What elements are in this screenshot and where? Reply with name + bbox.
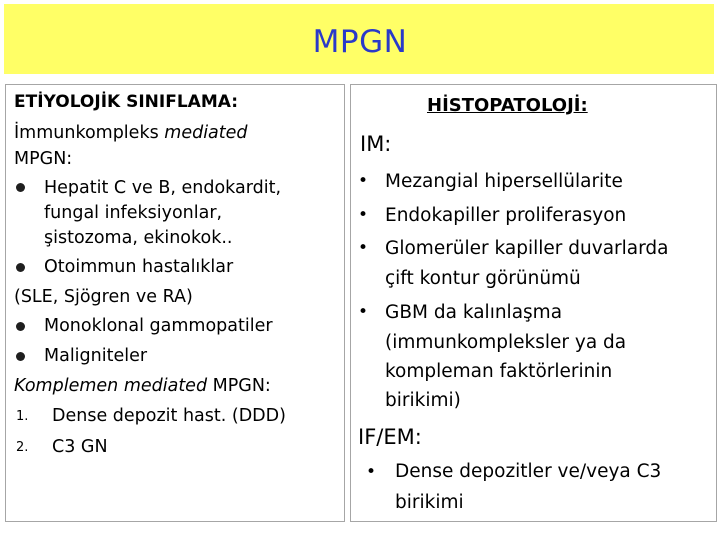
- bullet-dot: [16, 322, 25, 331]
- histopathology-heading: HİSTOPATOLOJİ:: [427, 95, 588, 116]
- etiology-item-infections-cont2: şistozoma, ekinokok..: [44, 228, 233, 248]
- bullet-dot: [16, 263, 25, 272]
- page-title: MPGN: [312, 24, 408, 60]
- etiology-item-infections-cont: fungal infeksiyonlar,: [44, 203, 223, 223]
- im-item-gbm: GBM da kalınlaşma: [385, 302, 563, 323]
- complement-mediated-label: Komplemen mediated MPGN:: [14, 376, 271, 396]
- ifem-item-dense-deposits-cont: birikimi: [395, 492, 464, 513]
- im-item-endocapillary: Endokapiller proliferasyon: [385, 205, 627, 226]
- list-number: 1.: [16, 409, 29, 424]
- bullet-dot: [16, 183, 25, 192]
- etiology-item-malignancy: Maligniteler: [44, 346, 148, 366]
- im-item-double-contour: Glomerüler kapiller duvarlarda: [385, 238, 669, 259]
- etiology-heading: ETİYOLOJİK SINIFLAMA:: [14, 92, 239, 112]
- etiology-item-autoimmune: Otoimmun hastalıklar: [44, 257, 234, 277]
- immune-mpgn-label: MPGN:: [14, 149, 73, 169]
- list-number: 2.: [16, 440, 29, 455]
- bullet-dot: [16, 352, 25, 361]
- im-item-gbm-cont2: kompleman faktörlerinin: [385, 361, 613, 382]
- bullet-glyph: •: [366, 462, 377, 482]
- im-item-gbm-cont: (immunkompleksler ya da: [385, 332, 627, 353]
- immune-mediated-label: İmmunkompleks mediated: [14, 123, 248, 143]
- etiology-item-autoimmune-cont: (SLE, Sjögren ve RA): [14, 287, 193, 307]
- bullet-glyph: •: [358, 238, 369, 258]
- im-item-mesangial: Mezangial hipersellülarite: [385, 171, 623, 192]
- etiology-item-monoclonal: Monoklonal gammopatiler: [44, 316, 273, 336]
- ifem-item-dense-deposits: Dense depozitler ve/veya C3: [395, 461, 662, 482]
- im-item-gbm-cont3: birikimi): [385, 390, 461, 411]
- ifem-label: IF/EM:: [358, 425, 422, 449]
- im-label: IM:: [360, 132, 392, 156]
- bullet-glyph: •: [358, 171, 369, 191]
- complement-item-c3gn: C3 GN: [52, 437, 108, 457]
- bullet-glyph: •: [358, 302, 369, 322]
- etiology-item-infections: Hepatit C ve B, endokardit,: [44, 178, 282, 198]
- im-item-double-contour-cont: çift kontur görünümü: [385, 268, 581, 289]
- complement-item-ddd: Dense depozit hast. (DDD): [52, 406, 286, 426]
- bullet-glyph: •: [358, 205, 369, 225]
